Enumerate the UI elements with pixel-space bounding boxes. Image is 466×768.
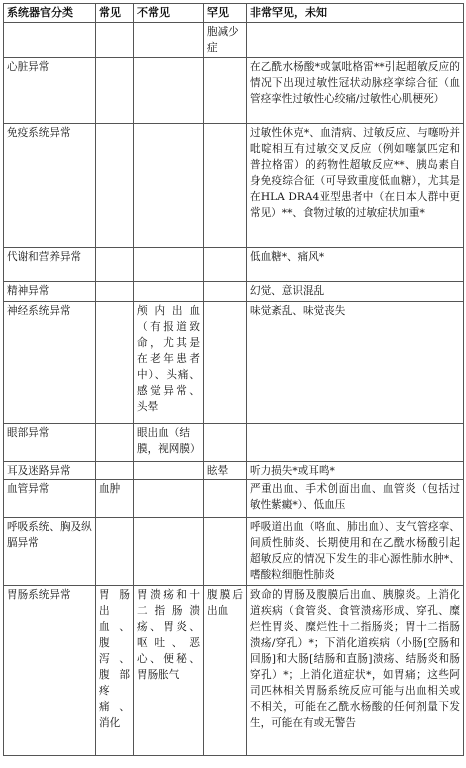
row-rare [204,480,247,518]
row-common [96,58,134,124]
row-uncommon: 胃溃疡和十二指肠溃疡、胃炎、呕吐、恶心、便秘、胃肠胀气 [134,586,204,756]
row-system: 耳及迷路异常 [4,462,96,480]
row-uncommon: 颅内出血（有报道致命，尤其是在老年患者中）、头痛、感觉异常、头晕 [134,302,204,424]
row-very-rare: 幻觉、意识混乱 [247,282,464,302]
row-system: 眼部异常 [4,424,96,462]
row-rare [204,302,247,424]
row-common: 胃肠出血、腹泻、腹部疼痛、消化 [96,586,134,756]
adverse-reactions-table [3,3,464,756]
header-rare: 罕见 [204,4,247,23]
row-very-rare [247,23,464,58]
row-common [96,302,134,424]
row-common [96,462,134,480]
table-row [4,124,464,248]
row-system: 胃肠系统异常 [4,586,96,756]
row-very-rare: 低血糖*、痛风* [247,248,464,282]
row-uncommon [134,282,204,302]
row-rare [204,248,247,282]
row-common [96,424,134,462]
row-uncommon [134,23,204,58]
row-very-rare: 在乙酰水杨酸*或氯吡格雷**引起超敏反应的情况下出现过敏性冠状动脉痉挛综合征（血管痉挛性过敏性心绞痛/过敏性心肌梗死） [247,58,464,124]
row-rare [204,424,247,462]
row-system: 代谢和营养异常 [4,248,96,282]
row-common [96,518,134,586]
table-row [4,248,464,282]
table-row [4,518,464,586]
table-header-row [4,4,464,23]
table-row [4,424,464,462]
row-rare [204,282,247,302]
table-row [4,480,464,518]
header-system-organ-class: 系统器官分类 [4,4,96,23]
row-very-rare: 过敏性休克*、血清病、过敏反应、与噻吩并吡啶相互有过敏交叉反应（例如噻氯匹定和普拉格雷）的药物性超敏反应**、胰岛素自身免疫综合征（可导致重度低血糖），尤其是在HLA DRA4亚型患者中（在日本人群中更常见）**、食物过敏的过敏症状加重* [247,124,464,248]
row-rare [204,58,247,124]
table-row [4,23,464,58]
row-very-rare [247,424,464,462]
header-very-rare-unknown: 非常罕见，未知 [247,4,464,23]
row-very-rare: 致命的胃肠及腹膜后出血、胰腺炎。上消化道疾病（食管炎、食管溃疡形成、穿孔、糜烂性胃炎、糜烂性十二指肠炎；胃十二指肠溃疡/穿孔）*；下消化道疾病（小肠[空肠和回肠]和大肠[结肠和直肠]溃疡、结肠炎和肠穿孔）*；上消化道症状*，如胃痛；这些阿司匹林相关胃肠系统反应可能与出血相关或不相关，可能在乙酰水杨酸的任何剂量下发生，可能在有或无警告 [247,586,464,756]
table-row [4,302,464,424]
row-rare: 胞减少症 [204,23,247,58]
table-row [4,586,464,756]
table-row [4,282,464,302]
row-very-rare: 呼吸道出血（咯血、肺出血）、支气管痉挛、间质性肺炎、长期使用和在乙酰水杨酸引起超敏反应的情况下发生的非心源性肺水肿*、嗜酸粒细胞性肺炎 [247,518,464,586]
row-system [4,23,96,58]
row-rare: 眩晕 [204,462,247,480]
row-system: 神经系统异常 [4,302,96,424]
row-uncommon [134,462,204,480]
row-common [96,282,134,302]
row-system: 心脏异常 [4,58,96,124]
row-uncommon [134,248,204,282]
row-system: 呼吸系统、胸及纵膈异常 [4,518,96,586]
table-row [4,462,464,480]
row-system: 精神异常 [4,282,96,302]
row-system: 免疫系统异常 [4,124,96,248]
row-rare: 腹膜后出血 [204,586,247,756]
row-common [96,124,134,248]
row-very-rare: 听力损失*或耳鸣* [247,462,464,480]
row-rare [204,518,247,586]
row-common: 血肿 [96,480,134,518]
header-uncommon: 不常见 [134,4,204,23]
row-uncommon [134,518,204,586]
row-rare [204,124,247,248]
row-uncommon [134,124,204,248]
row-common [96,23,134,58]
row-system: 血管异常 [4,480,96,518]
row-very-rare: 味觉紊乱、味觉丧失 [247,302,464,424]
row-uncommon [134,58,204,124]
header-common: 常见 [96,4,134,23]
table-row [4,58,464,124]
row-common [96,248,134,282]
row-very-rare: 严重出血、手术创面出血、血管炎（包括过敏性紫癜*）、低血压 [247,480,464,518]
row-uncommon [134,480,204,518]
row-uncommon: 眼出血（结膜，视网膜） [134,424,204,462]
